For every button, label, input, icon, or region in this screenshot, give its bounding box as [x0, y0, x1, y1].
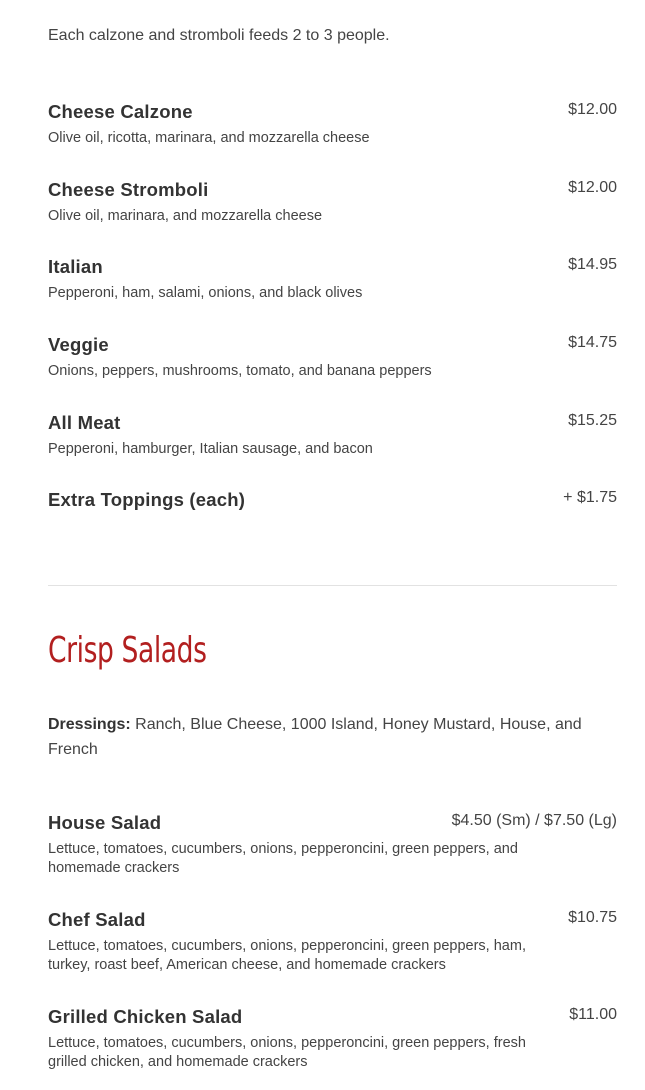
- section-title: Crisp Salads: [48, 630, 207, 671]
- item-description: Olive oil, ricotta, marinara, and mozzarella cheese: [48, 130, 370, 146]
- item-name: Italian: [48, 256, 103, 277]
- section-divider: [48, 585, 617, 586]
- item-name: Cheese Stromboli: [48, 179, 209, 200]
- item-price: $11.00: [569, 1006, 617, 1023]
- intro-text: Each calzone and stromboli feeds 2 to 3 people.: [48, 27, 390, 44]
- menu-item-extra-toppings: [48, 489, 617, 511]
- menu-item-veggie: [48, 334, 617, 381]
- item-price: + $1.75: [563, 489, 617, 506]
- menu-item-chef-salad: [48, 909, 617, 975]
- item-price: $14.95: [568, 256, 617, 273]
- item-description: Pepperoni, hamburger, Italian sausage, and bacon: [48, 441, 373, 457]
- item-name: All Meat: [48, 412, 121, 433]
- item-description: Lettuce, tomatoes, cucumbers, onions, pepperoncini, green peppers, ham, turkey, roast beef, American cheese, and homemade crackers: [48, 938, 526, 973]
- menu-item-cheese-calzone: [48, 101, 617, 148]
- item-name: Extra Toppings (each): [48, 489, 246, 510]
- dressings-list: Ranch, Blue Cheese, 1000 Island, Honey Mustard, House, and French: [48, 716, 582, 758]
- item-description: Lettuce, tomatoes, cucumbers, onions, pepperoncini, green peppers, fresh grilled chicken, and homemade crackers: [48, 1035, 526, 1070]
- item-name: House Salad: [48, 812, 162, 833]
- dressings-note: [48, 712, 617, 762]
- item-price: $14.75: [568, 334, 617, 351]
- item-description: Olive oil, marinara, and mozzarella cheese: [48, 208, 323, 224]
- item-price: $15.25: [568, 412, 617, 429]
- menu-item-all-meat: [48, 412, 617, 459]
- item-description: Pepperoni, ham, salami, onions, and black olives: [48, 285, 363, 301]
- item-price: $4.50 (Sm) / $7.50 (Lg): [451, 812, 617, 829]
- item-price: $12.00: [568, 179, 617, 196]
- item-price: $12.00: [568, 101, 617, 118]
- dressings-label: Dressings:: [48, 716, 131, 733]
- menu-item-italian: [48, 256, 617, 303]
- item-description: Onions, peppers, mushrooms, tomato, and banana peppers: [48, 363, 432, 379]
- item-description: Lettuce, tomatoes, cucumbers, onions, pepperoncini, green peppers, and homemade crackers: [48, 841, 518, 876]
- item-name: Veggie: [48, 334, 109, 355]
- item-price: $10.75: [568, 909, 617, 926]
- item-name: Grilled Chicken Salad: [48, 1006, 243, 1027]
- menu-item-grilled-chicken-salad: [48, 1006, 617, 1072]
- item-name: Chef Salad: [48, 909, 146, 930]
- menu-item-cheese-stromboli: [48, 179, 617, 226]
- item-name: Cheese Calzone: [48, 101, 193, 122]
- menu-item-house-salad: [48, 812, 617, 878]
